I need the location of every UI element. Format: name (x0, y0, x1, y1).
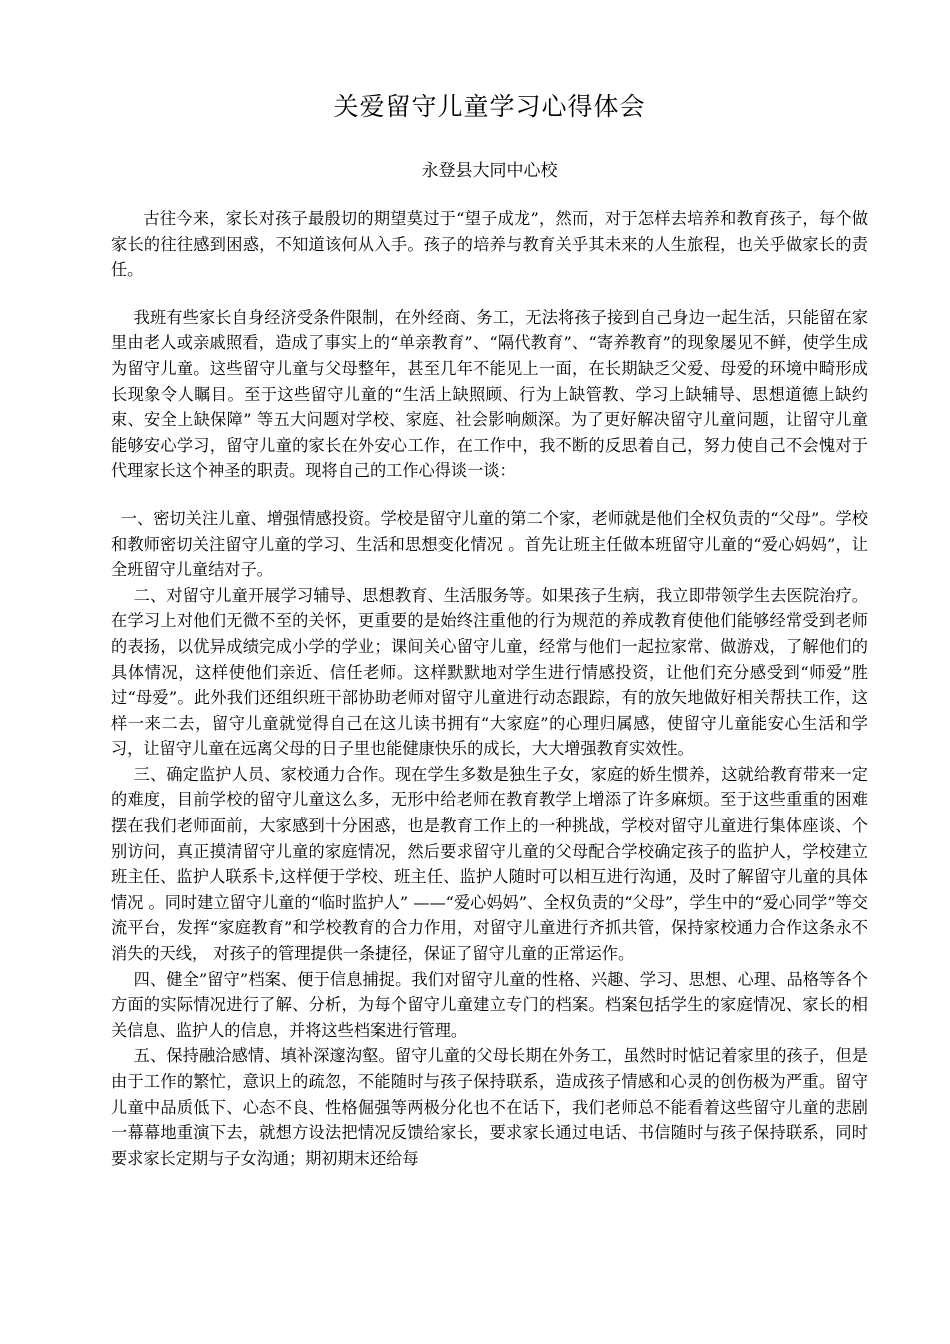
paragraph-section-1: 一、密切关注儿童、增强情感投资。学校是留守儿童的第二个家，老师就是他们全权负责的“父母”。学校和教师密切关注留守儿童的学习、生活和思想变化情况 。首先让班主任做本班留守儿童的“爱心妈妈”，让全班留守儿童结对子。 (111, 508, 868, 580)
paragraph-section-5: 五、保持融洽感情、填补深邃沟壑。留守儿童的父母长期在外务工，虽然时时惦记着家里的孩子，但是由于工作的繁忙，意识上的疏忽，不能随时与孩子保持联系，造成孩子情感和心灵的创伤极为严重。留守儿童中品质低下、心态不良、性格倔强等两极分化也不在话下，我们老师总不能看着这些留守儿童的悲剧一幕幕地重演下去，就想方设法把情况反馈给家长，要求家长通过电话、书信随时与孩子保持联系，同时要求家长定期与子女沟通；期初期末还给每 (111, 1046, 868, 1168)
paragraph-background: 我班有些家长自身经济受条件限制，在外经商、务工，无法将孩子接到自己身边一起生活，只能留在家里由老人或亲戚照看，造成了事实上的“单亲教育”、“隔代教育”、“寄养教育”的现象屡见不鲜，使学生成为留守儿童。这些留守儿童与父母整年，甚至几年不能见上一面，在长期缺乏父爱、母爱的环境中畸形成长现象令人瞩目。至于这些留守儿童的“生活上缺照顾、行为上缺管教、学习上缺辅导、思想道德上缺约束、安全上缺保障” 等五大问题对学校、家庭、社会影响颇深。为了更好解决留守儿童问题，让留守儿童能够安心学习，留守儿童的家长在外安心工作，在工作中，我不断的反思着自己，努力使自己不会愧对于代理家长这个神圣的职责。现将自己的工作心得谈一谈： (111, 307, 868, 481)
paragraph-section-3: 三、确定监护人员、家校通力合作。现在学生多数是独生子女，家庭的娇生惯养，这就给教育带来一定的难度，目前学校的留守儿童这么多，无形中给老师在教育教学上增添了许多麻烦。至于这些重重的困难摆在我们老师面前，大家感到十分困惑，也是教育工作上的一种挑战，学校对留守儿童进行集体座谈、个别访问，真正摸清留守儿童的家庭情况，然后要求留守儿童的父母配合学校确定孩子的监护人，学校建立班主任、监护人联系卡,这样便于学校、班主任、监护人随时可以相互进行沟通，及时了解留守儿童的具体情况 。同时建立留守儿童的“临时监护人” ——“爱心妈妈”、全权负责的“父母”，学生中的“爱心同学”等交流平台，发挥“家庭教育”和学校教育的合力作用，对留守儿童进行齐抓共管，保持家校通力合作这条永不消失的天线， 对孩子的管理提供一条捷径，保证了留守儿童的正常运作。 (111, 764, 868, 964)
document-body (111, 206, 868, 1171)
paragraph-intro: 古往今来，家长对孩子最殷切的期望莫过于“望子成龙”，然而，对于怎样去培养和教育孩子，每个做家长的往往感到困惑，不知道该何从入手。孩子的培养与教育关乎其未来的人生旅程，也关乎做家长的责任。 (111, 209, 868, 280)
document-author: 永登县大同中心校 (421, 161, 558, 181)
paragraph-section-2: 二、对留守儿童开展学习辅导、思想教育、生活服务等。如果孩子生病，我立即带领学生去医院治疗。在学习上对他们无微不至的关怀，更重要的是始终注重他的行为规范的养成教育使他们能够经常受到老师的表扬，以优异成绩完成小学的学业；课间关心留守儿童，经常与他们一起拉家常、做游戏，了解他们的具体情况，这样使他们亲近、信任老师。这样默默地对学生进行情感投资，让他们充分感受到“师爱”胜过“母爱”。此外我们还组织班干部协助老师对留守儿童进行动态跟踪，有的放矢地做好相关帮扶工作，这样一来二去，留守儿童就觉得自己在这儿读书拥有“大家庭”的心理归属感，使留守儿童能安心生活和学习，让留守儿童在远离父母的日子里也能健康快乐的成长，大大增强教育实效性。 (111, 585, 868, 759)
paragraph-section-4: 四、健全”留守”档案、便于信息捕捉。我们对留守儿童的性格、兴趣、学习、思想、心理、品格等各个方面的实际情况进行了解、分析，为每个留守儿童建立专门的档案。档案包括学生的家庭情况、家长的相关信息、监护人的信息，并将这些档案进行管理。 (111, 969, 868, 1040)
document-title: 关爱留守儿童学习心得体会 (333, 92, 646, 121)
